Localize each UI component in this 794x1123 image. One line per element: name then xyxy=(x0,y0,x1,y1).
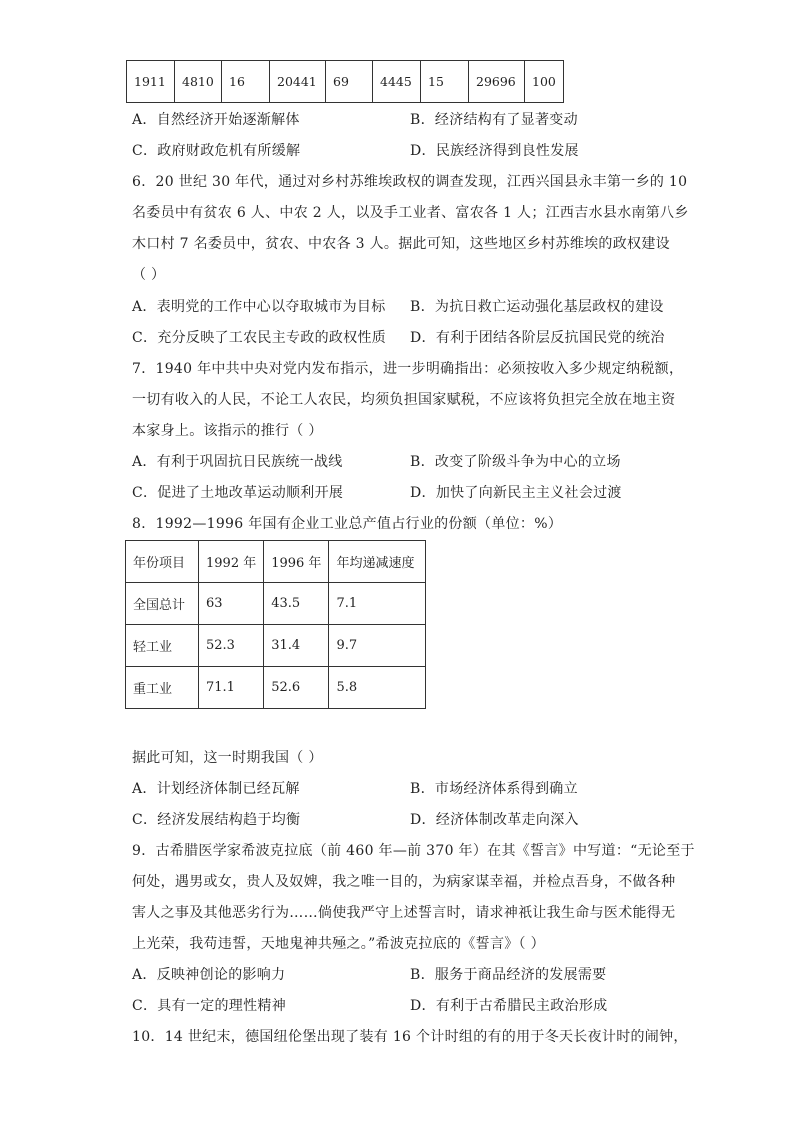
q9-option-d: D．有利于古希腊民主政治形成 xyxy=(410,998,608,1014)
table-cell: 5.8 xyxy=(329,667,426,709)
table-cell: 15 xyxy=(421,61,469,103)
q7-option-a: A．有利于巩固抗日民族统一战线 xyxy=(132,454,343,470)
q10-stem-line-1: 10．14 世纪末，德国纽伦堡出现了装有 16 个计时组的有的用于冬天长夜计时的闹钟， xyxy=(132,1029,688,1045)
q9-stem-line-1: 9．古希腊医学家希波克拉底（前 460 年—前 370 年）在其《誓言》中写道：“无论至于 xyxy=(132,843,695,859)
table-cell: 全国总计 xyxy=(126,583,199,625)
q8-option-a: A．计划经济体制已经瓦解 xyxy=(132,781,300,797)
q6-option-c: C．充分反映了工农民主专政的政权性质 xyxy=(132,330,387,346)
q6-option-a: A．表明党的工作中心以夺取城市为目标 xyxy=(132,299,386,315)
q6-stem-line-2: 名委员中有贫农 6 人、中农 2 人，以及手工业者、富农各 1 人；江西吉水县水南第八乡 xyxy=(132,205,689,221)
q7-option-c: C．促进了土地改革运动顺利开展 xyxy=(132,485,344,501)
table-header-cell: 1992 年 xyxy=(199,541,264,583)
q7-option-b: B．改变了阶级斗争为中心的立场 xyxy=(410,454,621,470)
q6-stem-line-1: 6．20 世纪 30 年代，通过对乡村苏维埃政权的调查发现，江西兴国县永丰第一乡的 10 xyxy=(132,174,688,190)
table-cell: 重工业 xyxy=(126,667,199,709)
table-cell: 9.7 xyxy=(329,625,426,667)
data-table-2 xyxy=(125,540,426,709)
table-header-cell: 年份项目 xyxy=(126,541,199,583)
q8-option-b: B．市场经济体系得到确立 xyxy=(410,781,578,797)
table-row xyxy=(127,61,564,103)
q5-option-a: A．自然经济开始逐渐解体 xyxy=(132,112,300,128)
table-cell: 4810 xyxy=(175,61,222,103)
table-cell: 16 xyxy=(222,61,270,103)
q8-option-d: D．经济体制改革走向深入 xyxy=(410,812,579,828)
q8-stem: 据此可知，这一时期我国（ ） xyxy=(132,750,323,766)
table-cell: 轻工业 xyxy=(126,625,199,667)
table-cell: 7.1 xyxy=(329,583,426,625)
q7-option-d: D．加快了向新民主主义社会过渡 xyxy=(410,485,622,501)
table-header-cell: 年均递减速度 xyxy=(329,541,426,583)
q6-option-b: B．为抗日救亡运动强化基层政权的建设 xyxy=(410,299,664,315)
q6-stem-line-3: 木口村 7 名委员中，贫农、中农各 3 人。据此可知，这些地区乡村苏维埃的政权建设 xyxy=(132,236,670,252)
q9-option-c: C．具有一定的理性精神 xyxy=(132,998,287,1014)
table-cell: 4445 xyxy=(373,61,421,103)
table-row xyxy=(126,583,426,625)
table-cell: 1911 xyxy=(127,61,175,103)
table-cell: 31.4 xyxy=(264,625,329,667)
table-cell: 100 xyxy=(525,61,564,103)
q7-stem-line-1: 7．1940 年中共中央对党内发布指示，进一步明确指出：必须按收入多少规定纳税额， xyxy=(132,361,684,377)
table-cell: 20441 xyxy=(270,61,326,103)
q7-stem-line-2: 一切有收入的人民，不论工人农民，均须负担国家赋税，不应该将负担完全放在地主资 xyxy=(132,392,676,408)
table-cell: 52.3 xyxy=(199,625,264,667)
table-cell: 63 xyxy=(199,583,264,625)
q7-stem-line-3: 本家身上。该指示的推行（ ） xyxy=(132,423,323,439)
q9-option-a: A．反映神创论的影响力 xyxy=(132,967,286,983)
q8-option-c: C．经济发展结构趋于均衡 xyxy=(132,812,301,828)
q6-stem-line-4: （ ） xyxy=(132,267,166,283)
q9-option-b: B．服务于商品经济的发展需要 xyxy=(410,967,607,983)
table-row xyxy=(126,667,426,709)
q5-option-d: D．民族经济得到良性发展 xyxy=(410,143,579,159)
data-table-1 xyxy=(126,60,564,103)
table-cell: 52.6 xyxy=(264,667,329,709)
table-cell: 71.1 xyxy=(199,667,264,709)
q5-option-b: B．经济结构有了显著变动 xyxy=(410,112,578,128)
q9-stem-line-4: 上光荣，我苟违誓，天地鬼神共殛之。”希波克拉底的《誓言》（ ） xyxy=(132,936,545,952)
q8-title: 8．1992—1996 年国有企业工业总产值占行业的份额（单位：%） xyxy=(132,516,563,532)
table-header-cell: 1996 年 xyxy=(264,541,329,583)
table-cell: 29696 xyxy=(469,61,525,103)
q9-stem-line-3: 害人之事及其他恶劣行为……倘使我严守上述誓言时，请求神祇让我生命与医术能得无 xyxy=(132,905,676,921)
q5-option-c: C．政府财政危机有所缓解 xyxy=(132,143,301,159)
q9-stem-line-2: 何处，遇男或女，贵人及奴婢，我之唯一目的，为病家谋幸福，并检点吾身，不做各种 xyxy=(132,874,676,890)
q6-option-d: D．有利于团结各阶层反抗国民党的统治 xyxy=(410,330,665,346)
table-cell: 43.5 xyxy=(264,583,329,625)
table-cell: 69 xyxy=(326,61,373,103)
table-row xyxy=(126,625,426,667)
table-header-row xyxy=(126,541,426,583)
